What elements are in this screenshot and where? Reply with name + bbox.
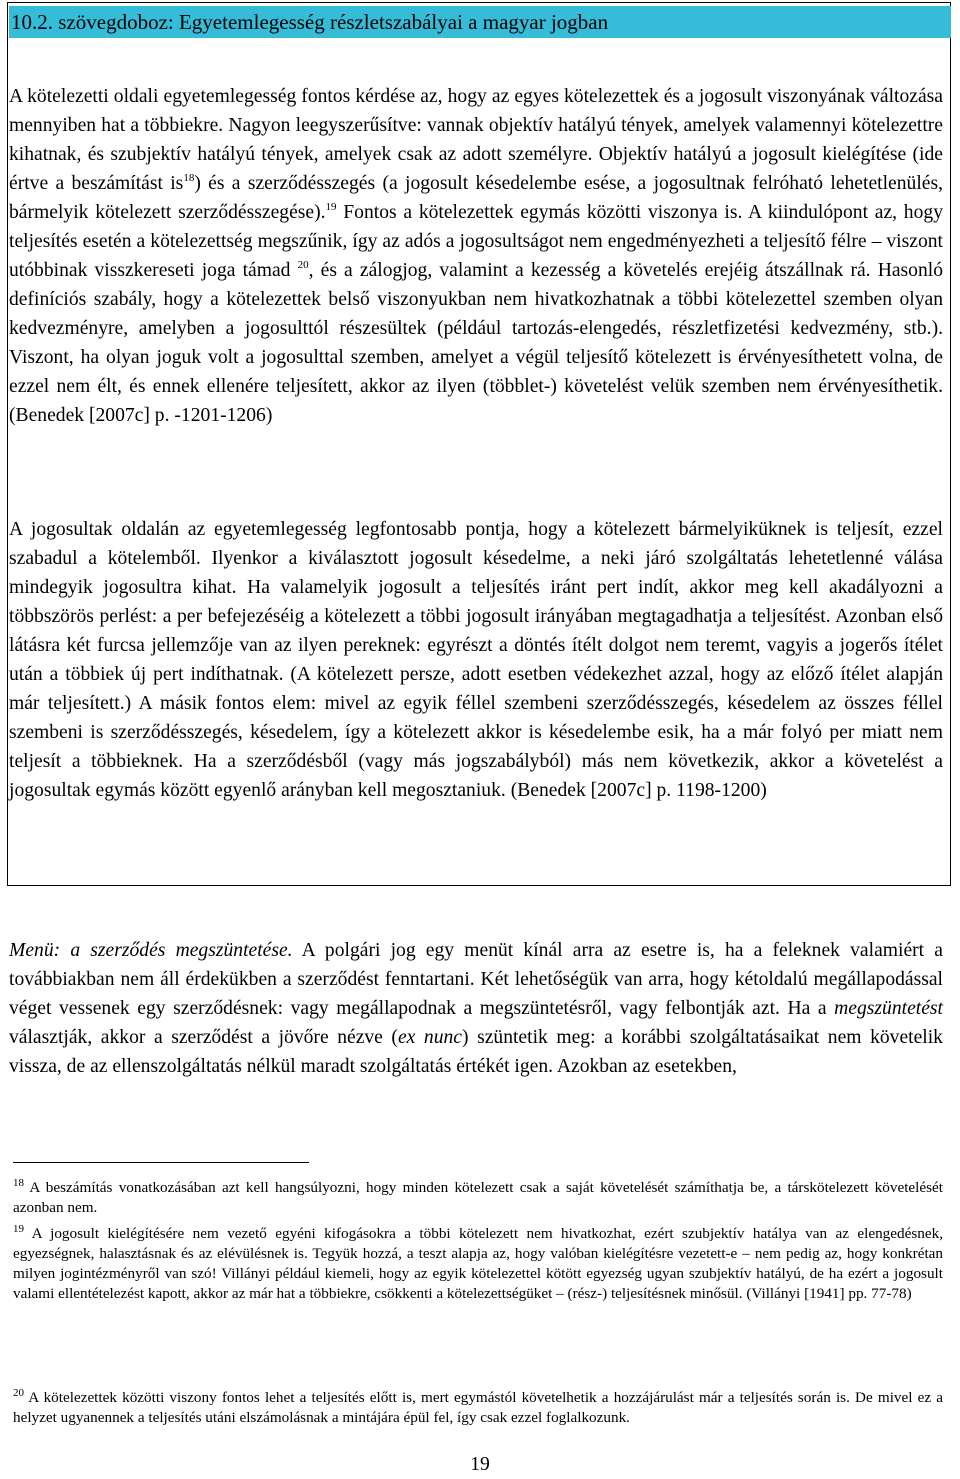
footnote-text: A kötelezettek közötti viszony fontos lehet a teljesítés előtt is, mert egymástól követelhetik a hozzájárulást már a teljesítés során is. De mivel ez a helyzet ugyanennek a teljesítés utáni elszámolásnak a mintájára épül fel, így csak ezzel foglalkozunk. bbox=[13, 1389, 943, 1426]
box-paragraph-1 bbox=[9, 82, 943, 430]
box-title: 10.2. szövegdoboz: Egyetemlegesség részletszabályai a magyar jogban bbox=[9, 6, 951, 38]
text-run: A polgári jog egy menüt kínál arra az esetre is, ha a feleknek valamiért a továbbiakban nem áll érdekükben a szerződést fenntartani. Két lehetőségük van arra, hogy kétoldalú megállapodással véget vessenek egy szerződésnek: vagy megállapodnak a megszüntetésről, vagy felbontják azt. Ha a bbox=[9, 940, 943, 1019]
text-run: Fontos a kötelezettek egymás közötti viszonya is. A kiindulópont az, hogy teljesítés esetén a kötelezettség megszűnik, így az adós a jogosultságot nem engedményezheti a teljesítő félre – viszont utóbbinak visszkereseti joga támad bbox=[9, 202, 943, 281]
footnote-text: A beszámítás vonatkozásában azt kell hangsúlyozni, hogy minden kötelezett csak a saját követelését számíthatja be, a társkötelezett követelését azonban nem. bbox=[13, 1179, 943, 1216]
footnote-20 bbox=[13, 1388, 943, 1428]
footnote-text: A jogosult kielégítésére nem vezető egyéni kifogásokra a többi kötelezett nem hivatkozhat, ezért szubjektív hatálya van az elengedésnek, egyezségnek, halasztásnak és az elévülésnek is. Tegyük hozzá, a teszt alapja az, hogy valóban kielégítésre vezetett-e – nem pedig az, hogy konkrétan milyen jogintézményről van szó! Villányi például kiemeli, hogy az egyik kötelezettel kötött egyezség ugyan szubjektív hatályú, de ha ezért a jogosult valami ellentételezést kapott, akkor az már hat a többiekre, csökkenti a kötelezettségüket – (rész-) teljesítésnek minősül. (Villányi [1941] pp. 77-78) bbox=[13, 1225, 943, 1302]
footnote-number: 19 bbox=[13, 1223, 24, 1235]
footnote-19 bbox=[13, 1224, 943, 1304]
footnote-number: 18 bbox=[13, 1177, 24, 1189]
box-paragraph-2: A jogosultak oldalán az egyetemlegesség legfontosabb pontja, hogy a kötelezett bármelyiküknek is teljesít, ezzel szabadul a kötelemből. Ilyenkor a kiválasztott jogosult késedelme, a neki járó szolgáltatás lehetetlenné válása mindegyik jogosultra kihat. Ha valamelyik jogosult a teljesítés iránt pert indít, akkor meg kell akadályozni a többszörös perlést: a per befejezéséig a kötelezett a többi jogosult irányában megtagadhatja a teljesítést. Azonban első látásra két furcsa jellemzője van az ilyen pereknek: egyrészt a döntés ítélt dolgot nem teremt, vagyis a jogerős ítélet után a többiek új pert indíthatnak. (A kötelezett persze, adott esetben védekezhet azzal, hogy az előző ítélet alapján már teljesített.) A másik fontos elem: mivel az egyik féllel szembeni szerződésszegés, késedelem az összes féllel szembeni is szerződésszegés, késedelem, így a kötelezett akkor is késedelembe esik, ha a már folyó per miatt nem teljesít a többieknek. Ha a szerződésből (vagy más jogszabályból) más nem következik, akkor a követelést a jogosultak egymás között egyenlő arányban kell megosztaniuk. (Benedek [2007c] p. 1198-1200) bbox=[9, 519, 943, 801]
latin-term: ex nunc bbox=[397, 1027, 462, 1048]
menu-heading: Menü: a szerződés megszüntetése. bbox=[9, 940, 293, 961]
footnote-ref-20[interactable]: 20 bbox=[297, 259, 309, 271]
page-number: 19 bbox=[470, 1454, 490, 1475]
footnote-ref-19[interactable]: 19 bbox=[325, 201, 337, 213]
text-run: ) szüntetik meg: a korábbi szolgáltatásaikat nem követelik vissza, de az ellenszolgáltatás nélkül maradt szolgáltatás értékét igen. Azokban az esetekben, bbox=[9, 1027, 943, 1077]
footnote-number: 20 bbox=[13, 1387, 24, 1399]
text-run: választják, akkor a szerződést a jövőre nézve ( bbox=[9, 1027, 398, 1048]
body-paragraph bbox=[9, 936, 943, 1081]
text-run: ) és a szerződésszegés (a jogosult késedelembe esése, a jogosultnak felróható lehetetlenülés, bármelyik kötelezett szerződésszegése). bbox=[9, 173, 943, 223]
italic-term: megszüntetést bbox=[834, 998, 943, 1019]
text-run: A kötelezetti oldali egyetemlegesség fontos kérdése az, hogy az egyes kötelezettek és a jogosult viszonyának változása mennyiben hat a többiekre. Nagyon leegyszerűsítve: vannak objektív hatályú tények, amelyek valamennyi kötelezettre kihatnak, és szubjektív hatályú tények, amelyek csak az adott személyre. Objektív hatályú a jogosult kielégítése (ide értve a beszámítást is bbox=[9, 86, 943, 194]
footnote-separator bbox=[13, 1162, 309, 1163]
footnote-ref-18[interactable]: 18 bbox=[183, 172, 195, 184]
text-run: , és a zálogjog, valamint a kezesség a követelés erejéig átszállnak rá. Hasonló definíciós szabály, hogy a kötelezettek belső viszonyukban nem hivatkozhatnak a többi kötelezettel szemben olyan kedvezményre, amelyben a jogosulttól részesültek (például tartozás-elengedés, részletfizetési kedvezmény, stb.). Viszont, ha olyan joguk volt a jogosulttal szemben, amelyet a végül teljesítő kötelezett is érvényesíthetett volna, de ezzel nem élt, és ennek ellenére teljesített, akkor az ilyen (többlet-) követelést velük szemben nem érvényesíthetik. (Benedek [2007c] p. -1201-1206) bbox=[9, 260, 944, 426]
footnote-18 bbox=[13, 1178, 943, 1218]
